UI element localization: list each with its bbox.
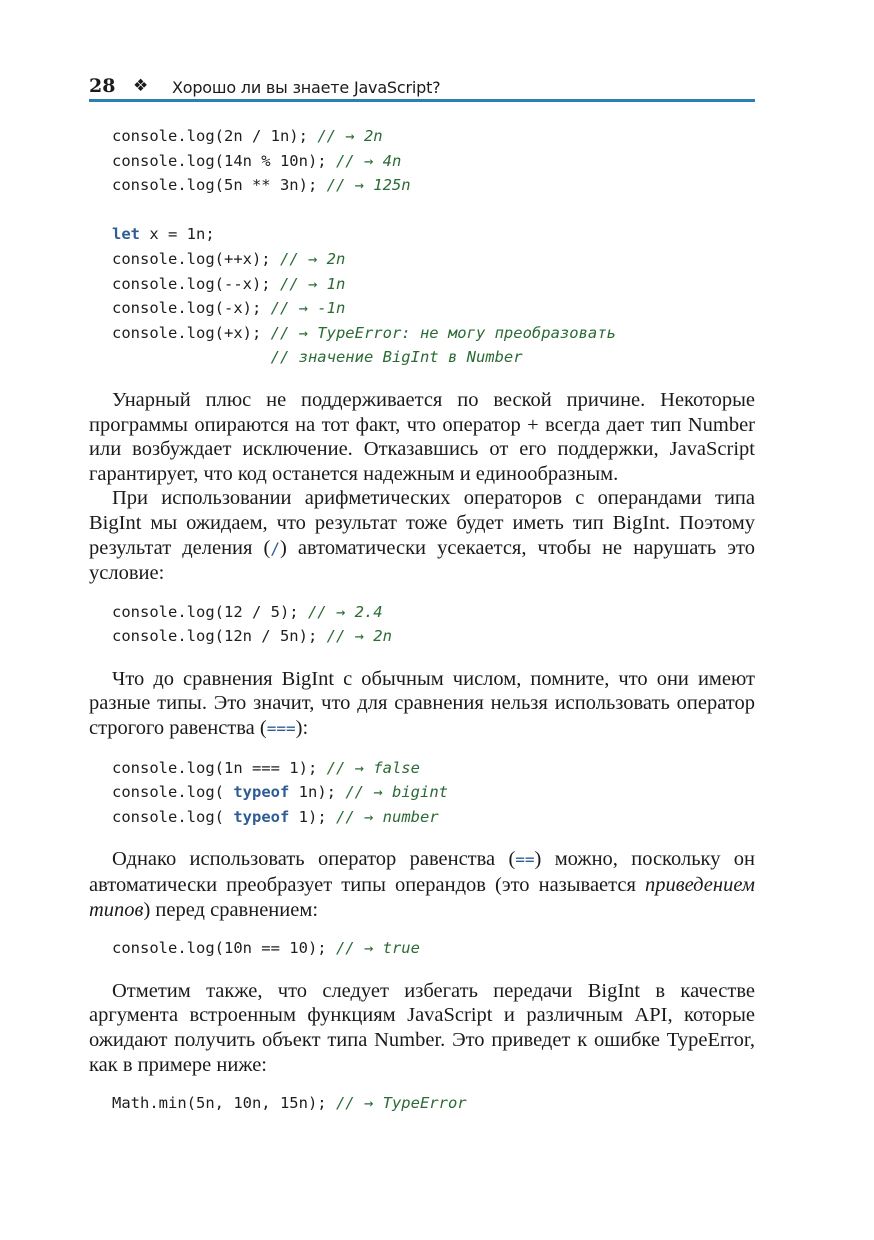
code-block-bigint-ops bbox=[89, 124, 755, 370]
code-line: console.log(2n / 1n); // → 2n bbox=[112, 127, 383, 145]
page-number: 28 bbox=[89, 75, 116, 97]
code-line: console.log(1n === 1); // → false bbox=[112, 758, 420, 777]
code-line: console.log(++x); // → 2n bbox=[112, 249, 346, 268]
code-line: console.log(-x); // → -1n bbox=[112, 299, 346, 318]
running-title: Хорошо ли вы знаете JavaScript? bbox=[172, 78, 441, 97]
code-line: console.log(12 / 5); // → 2.4 bbox=[112, 602, 383, 621]
code-block-math-min bbox=[89, 1091, 755, 1116]
code-line: console.log(12n / 5n); // → 2n bbox=[112, 627, 392, 646]
code-block-loose-equality bbox=[89, 936, 755, 961]
ornament-icon: ❖ bbox=[133, 76, 149, 96]
code-block-division bbox=[89, 600, 755, 649]
paragraph-strict-equality: Что до сравнения BigInt с обычным числом, помните, что они имеют разные типы. Это значит, что для сравнения нельзя использовать оператор строгого равенства (===): bbox=[89, 667, 755, 740]
paragraph-builtin-functions: Отметим также, что следует избегать передачи BigInt в качестве аргумента встроенным функциям JavaScript и различным API, которые ожидают получить объект типа Number. Это приведет к ошибке TypeError, как в примере ниже: bbox=[89, 979, 755, 1076]
code-block-typeof bbox=[89, 756, 755, 830]
code-line: console.log( typeof 1n); // → bigint bbox=[112, 783, 448, 802]
page-header bbox=[89, 72, 755, 102]
code-line: let x = 1n; bbox=[112, 225, 215, 244]
code-line: console.log(+x); // → TypeError: не могу преобразовать bbox=[112, 323, 616, 342]
header-rule bbox=[89, 99, 755, 102]
paragraph-unary-plus: Унарный плюс не поддерживается по веской причине. Некоторые программы опираются на тот факт, что оператор + всегда дает тип Number или возбуждает исключение. Отказавшись от его поддержки, JavaScript гарантирует, что код останется надежным и единообразным. bbox=[89, 388, 755, 485]
code-line: console.log(--x); // → 1n bbox=[112, 274, 346, 293]
code-line: console.log( typeof 1); // → number bbox=[112, 807, 439, 826]
code-line: // значение BigInt в Number bbox=[270, 348, 523, 367]
code-line: console.log(10n == 10); // → true bbox=[112, 939, 420, 958]
code-line: console.log(14n % 10n); // → 4n bbox=[112, 151, 402, 170]
paragraph-division: При использовании арифметических операторов с операндами типа BigInt мы ожидаем, что результат тоже будет иметь тип BigInt. Поэтому результат деления (/) автоматически усекается, чтобы не нарушать это условие: bbox=[89, 487, 755, 585]
paragraph-loose-equality: Однако использовать оператор равенства (==) можно, поскольку он автоматически преобразует типы операндов (это называется приведением типов) перед сравнением: bbox=[89, 848, 755, 921]
page-content bbox=[89, 124, 755, 1116]
code-line: console.log(5n ** 3n); // → 125n bbox=[112, 176, 411, 195]
code-line: Math.min(5n, 10n, 15n); // → TypeError bbox=[112, 1094, 467, 1113]
